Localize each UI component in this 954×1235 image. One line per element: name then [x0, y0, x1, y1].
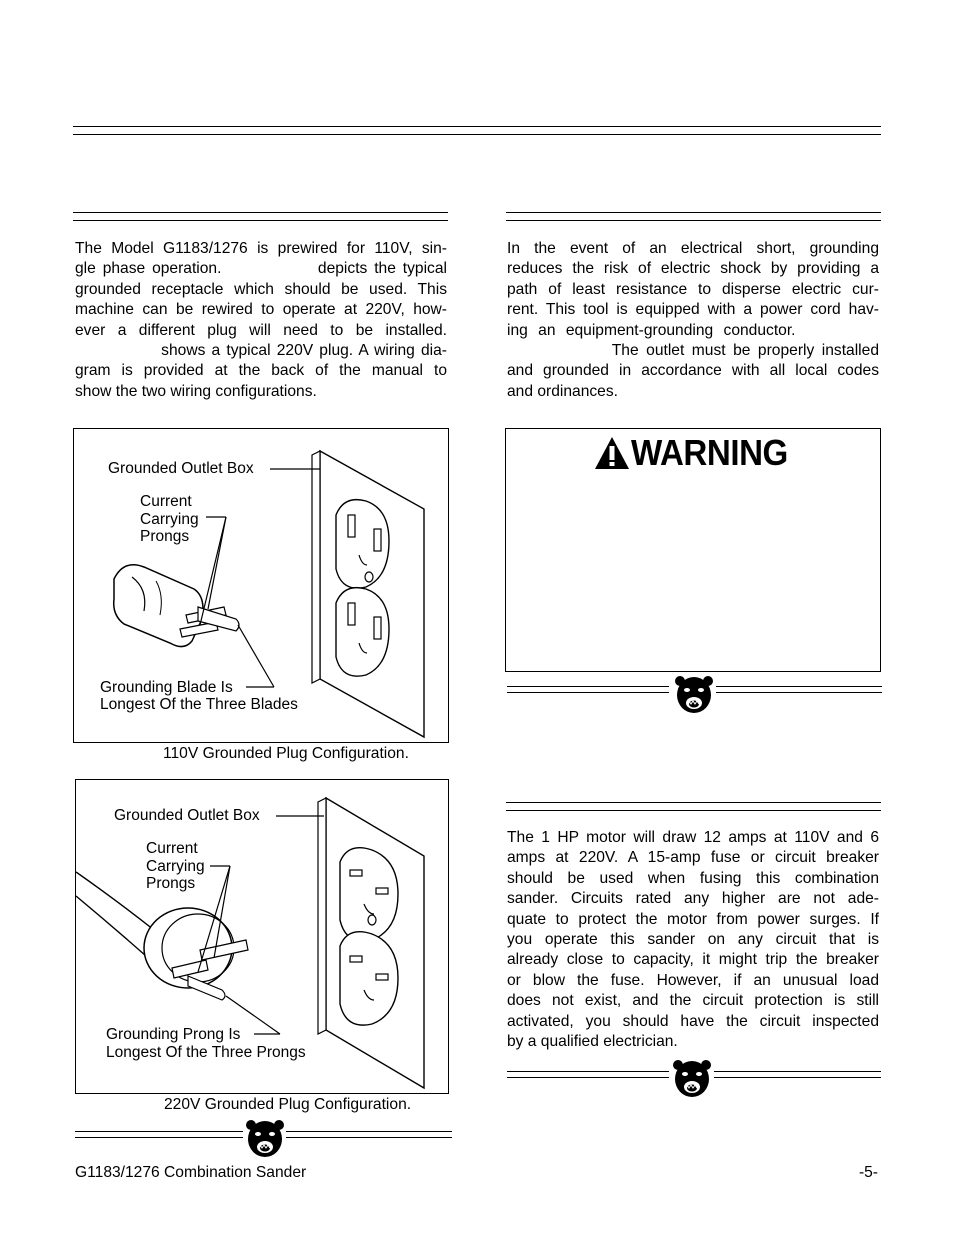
warning-title: WARNING [631, 432, 788, 473]
label-current: Current [146, 840, 198, 857]
text-line: machine can be rewired to operate at 220V, how- [75, 301, 447, 319]
bear-logo-icon [245, 1119, 285, 1159]
label-grounded-outlet-box: Grounded Outlet Box [114, 807, 260, 824]
label-longest-prongs: Longest Of the Three Prongs [106, 1044, 306, 1061]
text-line: rent. This tool is equipped with a power cord hav- [507, 301, 879, 319]
text-line: and grounded in accordance with all local codes [507, 362, 879, 380]
motor-paragraph [507, 828, 879, 1052]
label-grounded-outlet-box: Grounded Outlet Box [108, 460, 254, 477]
divider-rule-left [75, 1131, 243, 1138]
label-grounding-prong: Grounding Prong Is [106, 1026, 241, 1043]
bear-logo-icon [674, 675, 714, 715]
text-line: by a qualified electrician. [507, 1033, 678, 1051]
text-line: you operate this sander on any circuit that is [507, 931, 879, 949]
footer-title: G1183/1276 Combination Sander [75, 1164, 307, 1181]
label-carrying: Carrying [146, 858, 205, 875]
text-line: ing an equipment-grounding conductor. [507, 321, 796, 339]
page-number: -5- [858, 1164, 878, 1181]
warning-triangle-icon [594, 436, 630, 470]
header-rule-bottom [73, 134, 881, 135]
text-line: grounded receptacle which should be used. This [75, 280, 447, 298]
text-line: In the event of an electrical short, grounding [507, 240, 879, 257]
figure-220v-caption: 220V Grounded Plug Configuration. [164, 1096, 412, 1113]
right-section-rule-bottom [506, 220, 881, 221]
grounding-paragraph [507, 239, 879, 402]
divider-rule-right [714, 1071, 881, 1078]
motor-section-rule-top [506, 802, 881, 803]
divider-rule-right [286, 1131, 452, 1138]
text-line: ever a different plug will need to be installed. [75, 321, 447, 339]
text-line: path of least resistance to disperse electric cur- [507, 280, 879, 298]
left-section-rule-top [73, 212, 448, 213]
label-prongs: Prongs [140, 528, 190, 545]
label-current: Current [140, 493, 192, 510]
label-prongs: Prongs [146, 875, 196, 892]
text-line: The Model G1183/1276 is prewired for 110V, sin- [75, 240, 447, 257]
text-line: does not exist, and the circuit protection is still [507, 992, 879, 1010]
label-grounding-blade: Grounding Blade Is [100, 679, 233, 696]
figure-220v [75, 779, 449, 1094]
text-line: reduces the risk of electric shock by providing a [507, 260, 879, 278]
text-line: quate to protect the motor from power surges. If [507, 910, 879, 928]
divider-rule-left [507, 686, 669, 693]
left-section-rule-bottom [73, 220, 448, 221]
motor-section-rule-bottom [506, 810, 881, 811]
text-line: amps at 220V. A 15-amp fuse or circuit breaker [507, 849, 879, 867]
intro-paragraph [75, 239, 447, 402]
divider-rule-left [507, 1071, 669, 1078]
text-line: show the two wiring configurations. [75, 382, 317, 400]
figure-110v [73, 428, 449, 743]
label-carrying: Carrying [140, 511, 199, 528]
bear-logo-icon [672, 1059, 712, 1099]
figure-110v-caption: 110V Grounded Plug Configuration. [163, 745, 409, 762]
text-line: sander. Circuits rated any higher are not ade- [507, 890, 879, 908]
header-rule-top [73, 126, 881, 127]
text-line: should be used when fusing this combination [507, 869, 879, 887]
text-line: gram is provided at the back of the manual to [75, 362, 447, 380]
right-section-rule-top [506, 212, 881, 213]
text-line: activated, you should have the circuit inspected [507, 1012, 879, 1030]
text-line: gle phase operation. depicts the typical [75, 260, 447, 278]
text-line: and ordinances. [507, 382, 618, 400]
text-line: The 1 HP motor will draw 12 amps at 110V and 6 [507, 829, 879, 846]
text-line: or blow the fuse. However, if an unusual load [507, 971, 879, 989]
warning-box [505, 428, 881, 672]
text-line: The outlet must be properly installed [507, 342, 879, 360]
label-longest-blades: Longest Of the Three Blades [100, 696, 298, 713]
text-line: shows a typical 220V plug. A wiring dia- [75, 342, 447, 360]
text-line: already close to capacity, it might trip the breaker [507, 951, 879, 969]
divider-rule-right [716, 686, 882, 693]
